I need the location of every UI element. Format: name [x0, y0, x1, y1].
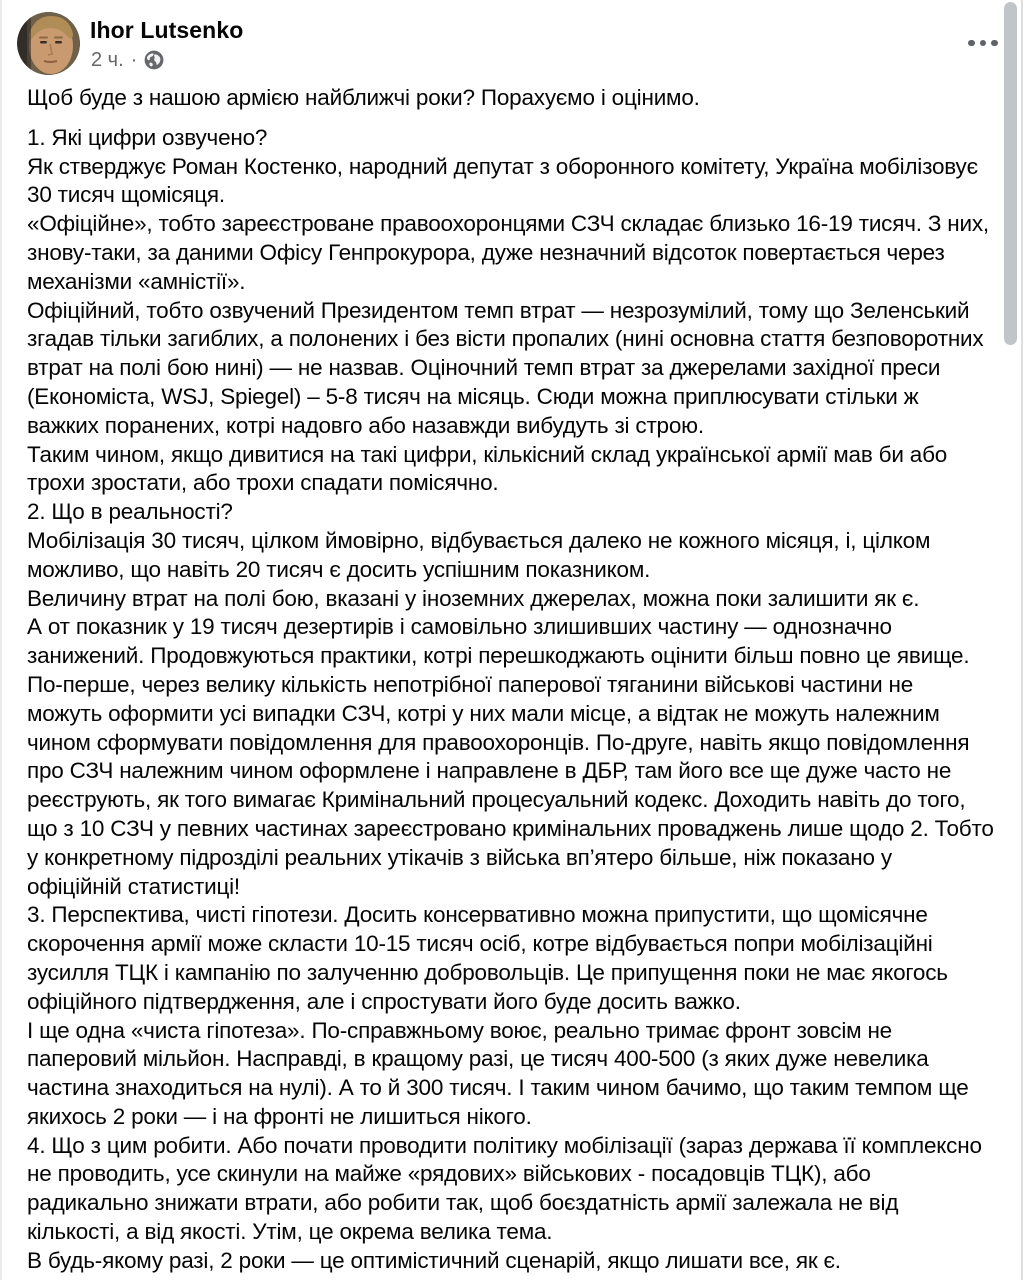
avatar-photo: [17, 12, 80, 75]
post-line: механізми «амністії».: [27, 268, 246, 294]
post-line: В будь-якому разі, 2 роки — це оптимістичний сценарій, якщо лишати все, як є.: [27, 1247, 841, 1273]
timestamp[interactable]: 2 ч.: [91, 48, 124, 71]
post-line: (Економіста, WSJ, Spiegel) – 5-8 тисяч на місяць. Сюди можна приплюсувати стільки ж: [27, 383, 919, 409]
post-line: офіційній статистиці!: [27, 873, 240, 899]
post-line: що з 10 СЗЧ у певних частинах зареєстровано кримінальних проваджень лише щодо 2. Тобто: [27, 815, 994, 841]
post-paragraph: [27, 124, 1012, 1276]
post-line: 30 тисяч щомісяця.: [27, 182, 225, 208]
post-line: можливо, що навіть 20 тисяч є досить успішним показником.: [27, 556, 651, 582]
post-text: [27, 84, 1012, 1276]
post-line: Мобілізація 30 тисяч, цілком ймовірно, відбувається далеко не кожного місяця, і, цілком: [27, 527, 931, 553]
window-left-edge: [0, 0, 2, 1280]
post-line: згадав тільки загиблих, а полонених і без вісти пропалих (нині основна стаття безповоротних: [27, 326, 984, 352]
post-line: По-перше, через велику кількість непотрібної паперової тяганини військові частини не: [27, 671, 914, 697]
post-line: Таким чином, якщо дивитися на такі цифри, кількісний склад української армії мав би або: [27, 441, 948, 467]
avatar[interactable]: [17, 12, 80, 75]
author-name[interactable]: Ihor Lutsenko: [90, 17, 244, 43]
post-line: частина знаходиться на нулі). А то й 300 тисяч. І таким чином бачимо, що таким темпом ще: [27, 1075, 969, 1101]
post-line: чином сформувати повідомлення для правоохоронців. По-друге, навіть якщо повідомлення: [27, 729, 970, 755]
post-line: про СЗЧ належним чином оформлене і направлене в ДБР, там його все ще дуже часто не: [27, 758, 952, 784]
post-line: 4. Що з цим робити. Або почати проводити політику мобілізації (зараз держава її комплексно: [27, 1132, 982, 1158]
post-line: у конкретному підрозділі реальних утікачів з війська вп’ятеро більше, ніж показано у: [27, 844, 892, 870]
post-line: Офіційний, тобто озвучений Президентом темп втрат — незрозумілий, тому що Зеленський: [27, 297, 970, 323]
post-line: можуть оформити усі випадки СЗЧ, котрі у них мали місце, а відтак не можуть належним: [27, 700, 940, 726]
three-dots-icon: [968, 40, 975, 47]
post-line: занижений. Продовжуються практики, котрі перешкоджають оцінити більш повно це явище.: [27, 643, 970, 669]
post-line: реєструють, як того вимагає Кримінальний процесуальний кодекс. Доходить навіть до того,: [27, 787, 966, 813]
post-line: Як стверджує Роман Костенко, народний депутат з оборонного комітету, Україна мобілізовує: [27, 153, 978, 179]
post-line: Щоб буде з нашою армією найближчі роки? Порахуємо і оцінимо.: [27, 85, 700, 110]
post-paragraph: [27, 84, 1012, 113]
scrollbar-thumb[interactable]: [1004, 2, 1017, 345]
post-line: 3. Перспектива, чисті гіпотези. Досить консервативно можна припустити, що щомісячне: [27, 902, 928, 928]
post-line: втрат на полі бою нині) — не назвав. Оціночний темп втрат за джерелами західної преси: [27, 355, 941, 381]
post-line: 2. Що в реальності?: [27, 499, 233, 525]
post-line: паперовий мільйон. Насправді, в кращому разі, це тисяч 400-500 (з яких дуже невелика: [27, 1046, 929, 1072]
post-line: важких поранених, котрі надовго або назавжди вибудуть зі строю.: [27, 412, 704, 438]
post-line: «Офіційне», тобто зареєстроване правоохоронцями СЗЧ складає близько 16-19 тисяч. З них,: [27, 211, 989, 237]
post-line: І ще одна «чиста гіпотеза». По-справжньому воює, реально тримає фронт зовсім не: [27, 1017, 892, 1043]
post-line: 1. Які цифри озвучено?: [27, 124, 268, 150]
post-line: кількості, а від якості. Утім, це окрема велика тема.: [27, 1219, 553, 1245]
post-line: Величину втрат на полі бою, вказані у іноземних джерелах, можна поки залишити як є.: [27, 585, 920, 611]
post-line: зусилля ТЦК і кампанію по залученню добровольців. Це припущення поки не має якогось: [27, 959, 948, 985]
more-options-button[interactable]: [962, 30, 1004, 56]
post-line: знову-таки, за даними Офісу Генпрокурора, дуже незначний відсоток повертається через: [27, 239, 945, 265]
post-line: офіційного підтвердження, але і спростувати його буде досить важко.: [27, 988, 741, 1014]
post-line: не проводить, усе скинули на майже «рядових» військових - посадовців ТЦК), або: [27, 1161, 871, 1187]
post-line: скорочення армії може скласти 10-15 тисяч осіб, котре відбувається попри мобілізаційні: [27, 931, 933, 957]
post-line: А от показник у 19 тисяч дезертирів і самовільно злишивших частину — однозначно: [27, 614, 892, 640]
post-line: радикально знижати втрати, або робити так, щоб боєздатність армії залежала не від: [27, 1190, 899, 1216]
content-edge-divider: [1021, 0, 1023, 1280]
post-line: трохи зростати, або трохи спадати помісячно.: [27, 470, 499, 496]
meta-separator: ·: [130, 48, 138, 71]
globe-icon: [144, 50, 164, 70]
post-line: якихось 2 роки — і на фронті не лишиться нікого.: [27, 1103, 532, 1129]
post-meta: [91, 48, 164, 72]
